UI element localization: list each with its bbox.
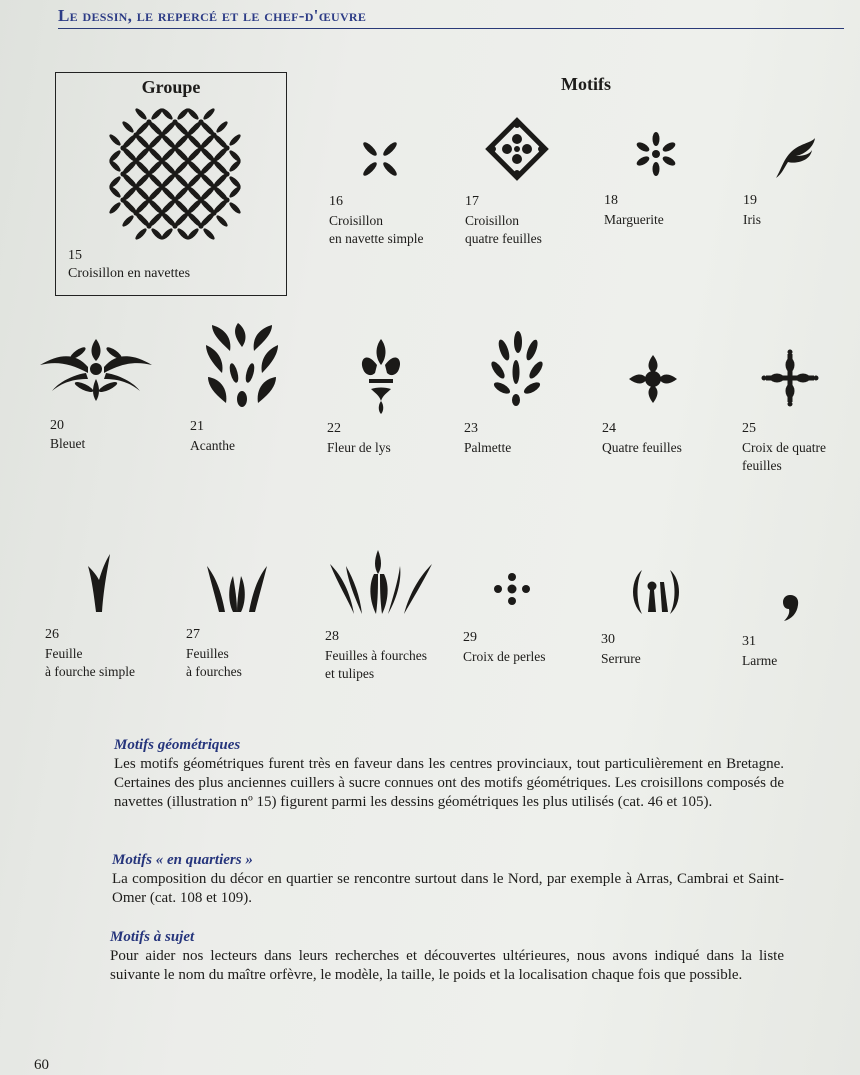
motif-label: Feuille à fourche simple	[45, 646, 135, 679]
motif-label: Croisillon quatre feuilles	[465, 213, 542, 246]
motif-label: Serrure	[601, 651, 641, 666]
motif-label: Palmette	[464, 440, 512, 455]
section-geometriques	[114, 736, 784, 812]
motif-number: 22	[327, 421, 341, 436]
section-quartiers	[112, 851, 784, 908]
motif-number: 25	[742, 421, 756, 436]
motif-number: 26	[45, 627, 59, 642]
feuilles-tulipes-icon	[328, 550, 434, 616]
croix-perles-icon	[488, 569, 536, 609]
serrure-icon	[628, 566, 684, 618]
motif-label: Croix de perles	[463, 649, 546, 664]
motif-label: Feuilles à fourches et tulipes	[325, 648, 427, 681]
motif-label: Fleur de lys	[327, 440, 391, 455]
croisillon-en-navettes-icon	[90, 99, 260, 249]
section-body: Les motifs géométriques furent très en faveur dans les centres provinciaux, tout particulièrement en Bretagne. Certaines des plus anciennes cuillers à sucre connues ont des motifs géométriques. Les croisillons composés de navettes (illustration nº 15) figurent parmi les dessins géométriques les plus utilisés (cat. 46 et 105).	[114, 756, 784, 810]
motif-label: Croix de quatre feuilles	[742, 440, 826, 473]
page-number: 60	[34, 1057, 49, 1073]
section-title: Motifs géométriques	[114, 737, 241, 753]
section-sujet	[110, 928, 784, 985]
motif-number: 31	[742, 634, 756, 649]
motif-number: 29	[463, 630, 477, 645]
header-title: Le dessin, le repercé et le chef-d'œuvre	[58, 6, 367, 25]
feuilles-fourches-icon	[205, 560, 269, 614]
section-title: Motifs « en quartiers »	[112, 852, 253, 868]
motif-label: Iris	[743, 212, 761, 227]
bleuet-icon	[38, 336, 154, 402]
fleur-de-lys-icon	[357, 336, 405, 414]
group-title: Groupe	[141, 77, 201, 97]
feuille-fourche-icon	[86, 552, 112, 614]
motif-number: 18	[604, 193, 618, 208]
motif-label: Bleuet	[50, 436, 86, 451]
motif-number: 16	[329, 194, 343, 209]
motif-number: 30	[601, 632, 615, 647]
motif-label: Quatre feuilles	[602, 440, 682, 455]
palmette-icon	[488, 330, 544, 406]
motif-number: 28	[325, 629, 339, 644]
section-body: La composition du décor en quartier se rencontre surtout dans le Nord, par exemple à Arras, Cambrai et Saint-Omer (cat. 108 et 109).	[112, 871, 784, 906]
marguerite-icon	[632, 127, 680, 181]
motif-number: 21	[190, 419, 204, 434]
motif-number: 27	[186, 627, 200, 642]
motif-label: Croisillon en navette simple	[329, 213, 424, 246]
iris-icon	[770, 134, 818, 182]
motif-number: 23	[464, 421, 478, 436]
croix-quatre-feuilles-icon	[762, 350, 818, 406]
motif-label: Acanthe	[190, 438, 235, 453]
group-figure-box	[55, 72, 287, 296]
motif-number: 24	[602, 421, 616, 436]
croisillon-quatre-feuilles-icon	[483, 115, 551, 183]
acanthe-icon	[203, 320, 281, 410]
motif-label: Larme	[742, 653, 778, 668]
group-number: 15	[68, 248, 82, 263]
motif-label: Marguerite	[604, 212, 664, 227]
motif-number: 20	[50, 418, 64, 433]
motif-number: 17	[465, 194, 479, 209]
motif-number: 19	[743, 193, 757, 208]
croisillon-navette-icon	[355, 134, 405, 184]
quatre-feuilles-icon	[627, 353, 679, 405]
group-caption: Croisillon en navettes	[68, 266, 191, 281]
section-title: Motifs à sujet	[110, 929, 195, 945]
motifs-title: Motifs	[561, 74, 611, 94]
motif-label: Feuilles à fourches	[186, 646, 242, 679]
larme-icon	[780, 593, 802, 623]
running-header	[58, 6, 844, 29]
section-body: Pour aider nos lecteurs dans leurs recherches et découvertes ultérieures, nous avons indiqué dans la liste suivante le nom du maître orfèvre, le modèle, la taille, le poids et la localisation chaque fois que possible.	[110, 948, 784, 983]
